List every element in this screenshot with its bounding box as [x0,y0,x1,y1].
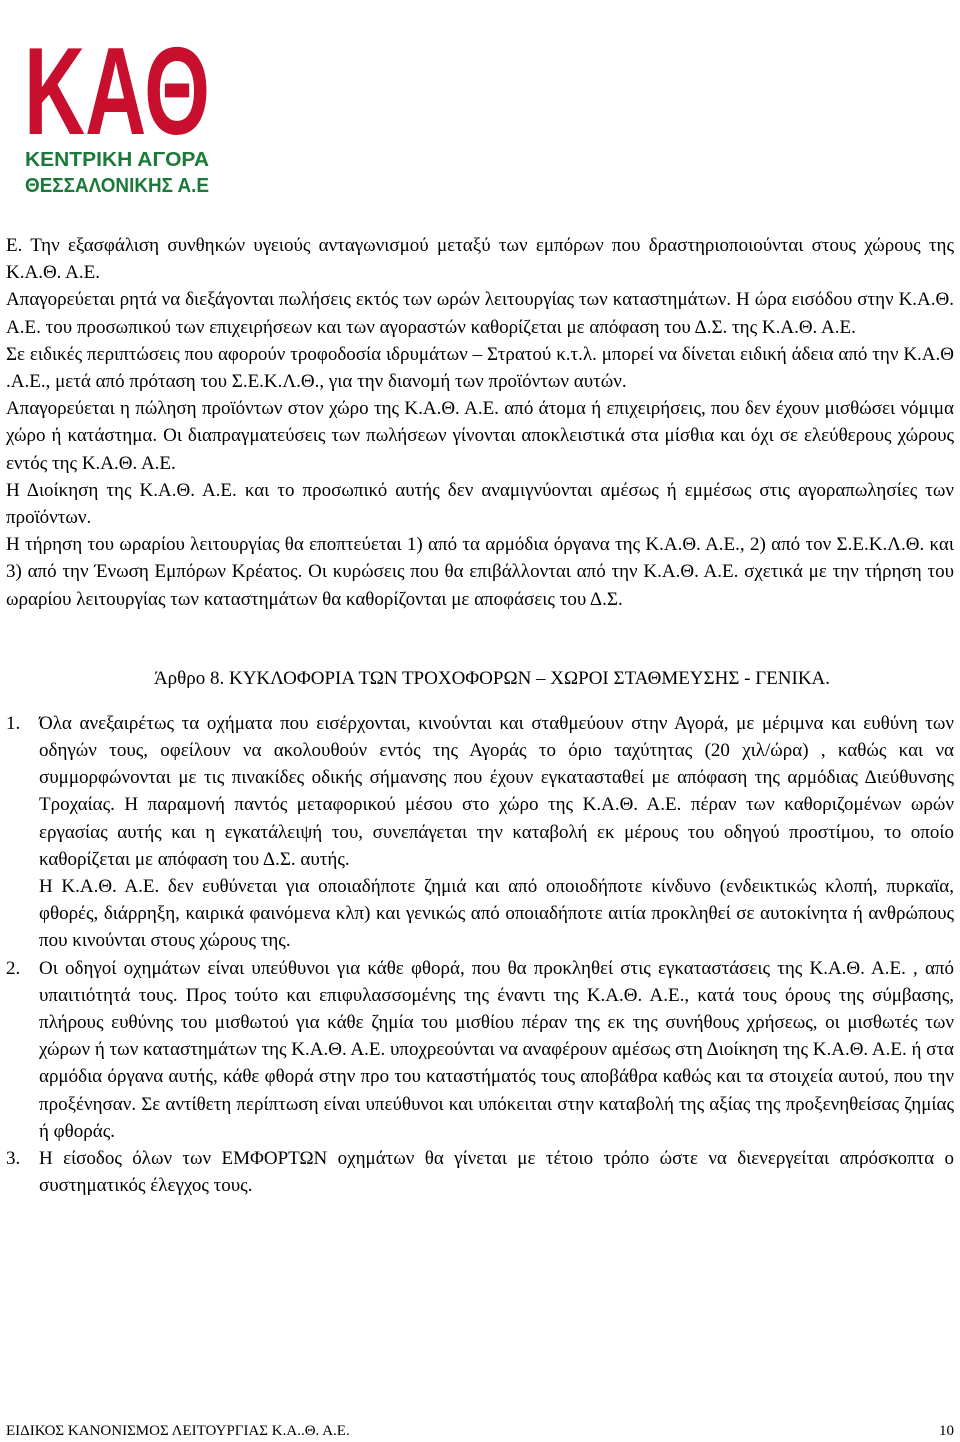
list-item [6,710,954,955]
list-item [6,1145,954,1199]
article-heading: Άρθρο 8. ΚΥΚΛΟΦΟΡΙΑ ΤΩΝ ΤΡΟΧΟΦΟΡΩΝ – ΧΩΡΟΙ ΣΤΑΘΜΕΥΣΗΣ - ΓΕΝΙΚΑ. [153,667,831,689]
logo-line2: ΘΕΣΣΑΛΟΝΙΚΗΣ Α.Ε [25,175,209,197]
logo-line1: ΚΕΝΤΡΙΚΗ ΑΓΟΡΑ [25,149,209,171]
list-item-number: 2. [6,957,21,979]
list-item-text: Η είσοδος όλων των ΕΜΦΟΡΤΩΝ οχημάτων θα γίνεται με τέτοιο τρόπο ώστε να διενεργείται απρόσκοπτα ο συστηματικός έλεγχος τους. [39,1148,954,1197]
paragraph: Απαγορεύεται η πώληση προϊόντων στον χώρο της Κ.Α.Θ. Α.Ε. από άτομα ή επιχειρήσεις, που δεν έχουν μισθώσει νόμιμα χώρο ή κατάστημα. Οι διαπραγματεύσεις των πωλήσεων γίνονται αποκλειστικά στα μίσθια και όχι σε ελεύθερους χώρους εντός της Κ.Α.Θ. Α.Ε. [6,398,954,474]
document-body [6,232,954,1200]
list-item-number: 3. [6,1148,21,1170]
list-item-text: Η Κ.Α.Θ. Α.Ε. δεν ευθύνεται για οποιαδήποτε ζημιά και από οποιοδήποτε κίνδυνο (ενδεικτικώς κλοπή, πυρκαϊα, φθορές, διάρρηξη, καιρικά φαινόμενα κλπ) και γενικώς από οποιαδήποτε αιτία προκληθεί σε αυτοκίνητα ή ανθρώπους που κινούνται στους χώρους της. [39,876,954,952]
paragraph: Ε. Την εξασφάλιση συνθηκών υγειούς ανταγωνισμού μεταξύ των εμπόρων που δραστηριοποιούνται στους χώρους της Κ.Α.Θ. Α.Ε. [6,235,954,284]
paragraph: Απαγορεύεται ρητά να διεξάγονται πωλήσεις εκτός των ωρών λειτουργίας των καταστημάτων. Η ώρα εισόδου στην Κ.Α.Θ. Α.Ε. του προσωπικού των επιχειρήσεων και των αγοραστών καθορίζεται με απόφαση του Δ.Σ. της Κ.Α.Θ. Α.Ε. [6,289,954,338]
logo-letters: ΚΑΘ [24,23,210,161]
numbered-list [6,710,954,1200]
page-footer [6,1420,954,1440]
list-item [6,955,954,1145]
paragraph: Σε ειδικές περιπτώσεις που αφορούν τροφοδοσία ιδρυμάτων – Στρατού κ.τ.λ. μπορεί να δίνεται ειδική άδεια από την Κ.Α.Θ .Α.Ε., μετά από πρόταση του Σ.Ε.Κ.Λ.Θ., για την διανομή των προϊόντων αυτών. [6,343,954,393]
list-item-number: 1. [6,712,21,734]
paragraph: Η τήρηση του ωραρίου λειτουργίας θα εποπτεύεται 1) από τα αρμόδια όργανα της Κ.Α.Θ. Α.Ε., 2) από τον Σ.Ε.Κ.Λ.Θ. και 3) από την Ένωση Εμπόρων Κρέατος. Οι κυρώσεις που θα επιβάλλονται από την Κ.Α.Θ. Α.Ε. σχετικά με την τήρηση του ωραρίου λειτουργίας των καταστημάτων θα καθορίζονται με αποφάσεις του Δ.Σ. [6,534,954,610]
paragraph: Η Διοίκηση της Κ.Α.Θ. Α.Ε. και το προσωπικό αυτής δεν αναμιγνύονται αμέσως ή εμμέσως στις αγοραπωλησίες των προϊόντων. [6,479,954,529]
list-item-text: Οι οδηγοί οχημάτων είναι υπεύθυνοι για κάθε φθορά, που θα προκληθεί στις εγκαταστάσεις της Κ.Α.Θ. Α.Ε. , από υπαιτιότητά τους. Προς τούτο και επιφυλασσομένης της έναντι της Κ.Α.Θ. Α.Ε., κατά τους όρους της σύμβασης, πλήρους ευθύνης του μισθωτού για κάθε ζημία του μισθίου πέραν της εκ της συνήθους χρήσεως, οι μισθωτές των χώρων ή των καταστημάτων της Κ.Α.Θ. Α.Ε. υποχρεούνται να αναφέρουν αμέσως στη Διοίκηση της Κ.Α.Θ. Α.Ε. ή στα αρμόδια όργανα αυτής, κάθε φθορά στην προ του καταστήματός τους αποβάθρα καθώς και τα στοιχεία αυτού, που την προξένησαν. Σε αντίθετη περίπτωση είναι υπεύθυνοι και υπόκειται στην καταβολή της αξίας της προξενηθείσας ζημίας ή φθοράς. [39,957,954,1142]
kath-logo [22,6,212,198]
page-number: 10 [939,1423,954,1439]
footer-title: ΕΙΔΙΚΟΣ ΚΑΝΟΝΙΣΜΟΣ ΛΕΙΤΟΥΡΓΙΑΣ Κ.Α..Θ. Α.Ε. [6,1423,350,1439]
list-item-text: Όλα ανεξαιρέτως τα οχήματα που εισέρχονται, κινούνται και σταθμεύουν στην Αγορά, με μέριμνα και ευθύνη των οδηγών τους, οφείλουν να ακολουθούν εντός της Αγοράς το όριο ταχύτητας (20 χιλ/ώρα) , καθώς και να συμμορφώνονται με τις πινακίδες οδικής σήμανσης που έχουν εγκατασταθεί με απόφαση της αρμόδιας Διεύθυνσης Τροχαίας. Η παραμονή παντός μεταφορικού μέσου στο χώρο της Κ.Α.Θ. Α.Ε. πέραν των καθοριζομένων ωρών εργασίας αυτής και η εγκατάλειψή του, συνεπάγεται την καταβολή εκ μέρους του οδηγού προστίμου, το οποίο καθορίζεται με απόφαση του Δ.Σ. αυτής. [39,712,954,870]
